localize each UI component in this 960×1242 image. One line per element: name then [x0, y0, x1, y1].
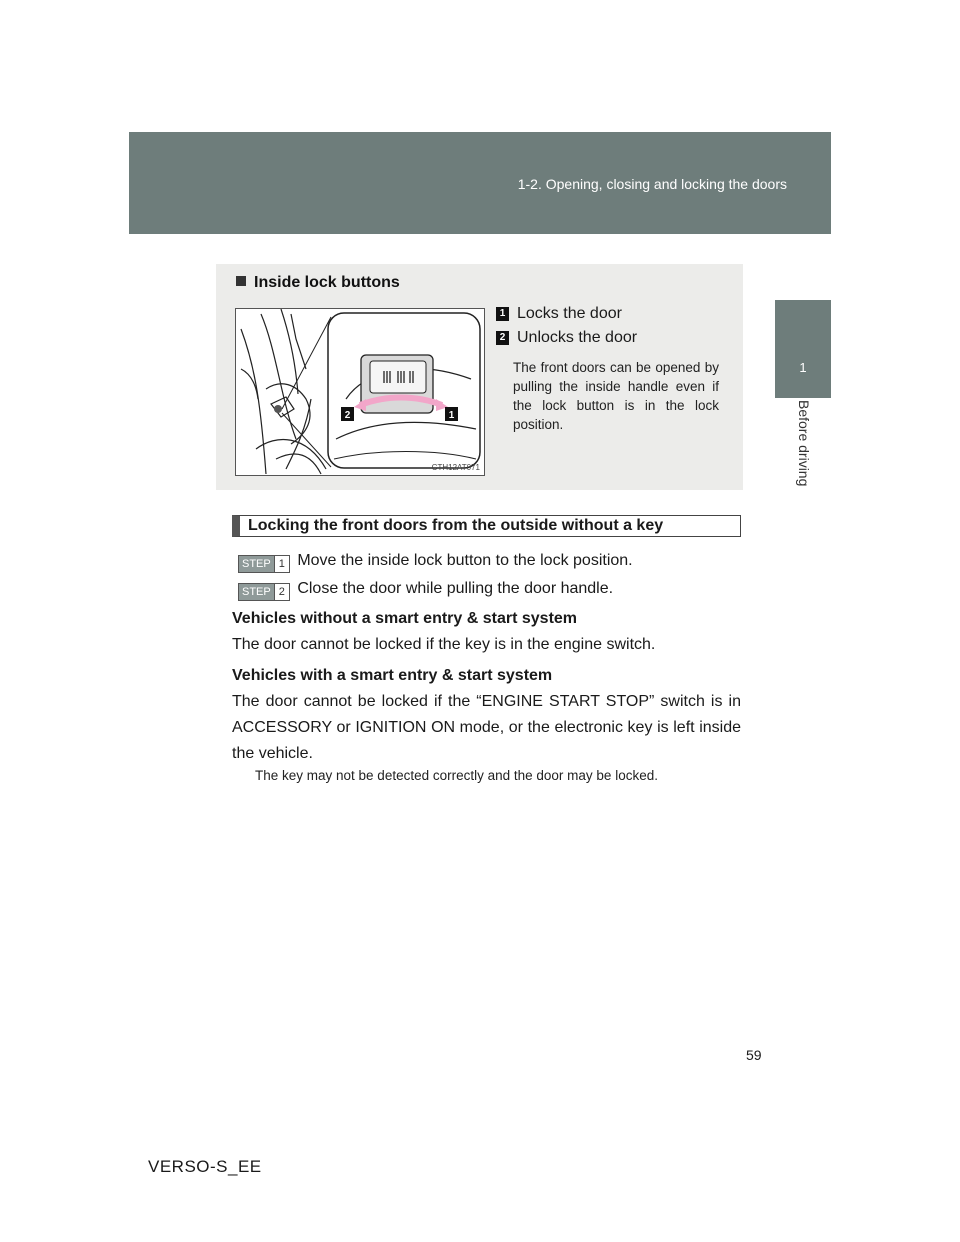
callout-number-badge: 2 — [496, 331, 509, 345]
svg-text:1: 1 — [448, 410, 455, 421]
detection-note: The key may not be detected correctly and the door may be locked. — [255, 768, 658, 783]
document-code: VERSO-S_EE — [148, 1157, 262, 1176]
inside-lock-box — [216, 264, 743, 490]
section-heading: Locking the front doors from the outside without a key — [248, 517, 664, 534]
svg-text:2: 2 — [344, 410, 351, 421]
callout-number-badge: 1 — [496, 307, 509, 321]
step-text: Move the inside lock button to the lock position. — [297, 552, 633, 569]
step-item — [238, 552, 633, 573]
door-lock-drawing — [236, 309, 484, 475]
callout-list — [496, 302, 721, 350]
inside-lock-note: The front doors can be opened by pulling the inside handle even if the lock button is in the lock position. — [513, 360, 719, 432]
callout-item — [496, 326, 721, 350]
door-lock-illustration — [235, 308, 485, 476]
callout-item — [496, 302, 721, 326]
chapter-number: 1 — [799, 360, 807, 375]
step-text: Close the door while pulling the door handle. — [297, 580, 614, 597]
section-heading-bar — [232, 515, 741, 537]
paragraph-without-smart: The door cannot be locked if the key is in the engine switch. — [232, 636, 656, 653]
section-header-band — [129, 132, 831, 234]
page-number: 59 — [746, 1047, 762, 1063]
step-item — [238, 580, 613, 601]
subheading-with-smart: Vehicles with a smart entry & start system — [232, 667, 553, 684]
chapter-label: Before driving — [796, 400, 812, 487]
callout-text: Unlocks the door — [517, 329, 638, 346]
figure-code: CTH12AT071 — [431, 463, 480, 472]
inside-lock-heading: Inside lock buttons — [236, 274, 400, 292]
step-badge: STEP 2 — [238, 583, 290, 601]
chapter-tab — [775, 300, 831, 398]
square-bullet-icon — [236, 276, 246, 286]
section-title: 1-2. Opening, closing and locking the doors — [517, 176, 787, 192]
callout-text: Locks the door — [517, 305, 622, 322]
subheading-without-smart: Vehicles without a smart entry & start system — [232, 610, 578, 627]
step-badge: STEP 1 — [238, 555, 290, 573]
paragraph-with-smart: The door cannot be locked if the “ENGINE START STOP” switch is in ACCESSORY or IGNITION ON mode, or the electronic key is left inside the vehicle. — [232, 693, 741, 762]
